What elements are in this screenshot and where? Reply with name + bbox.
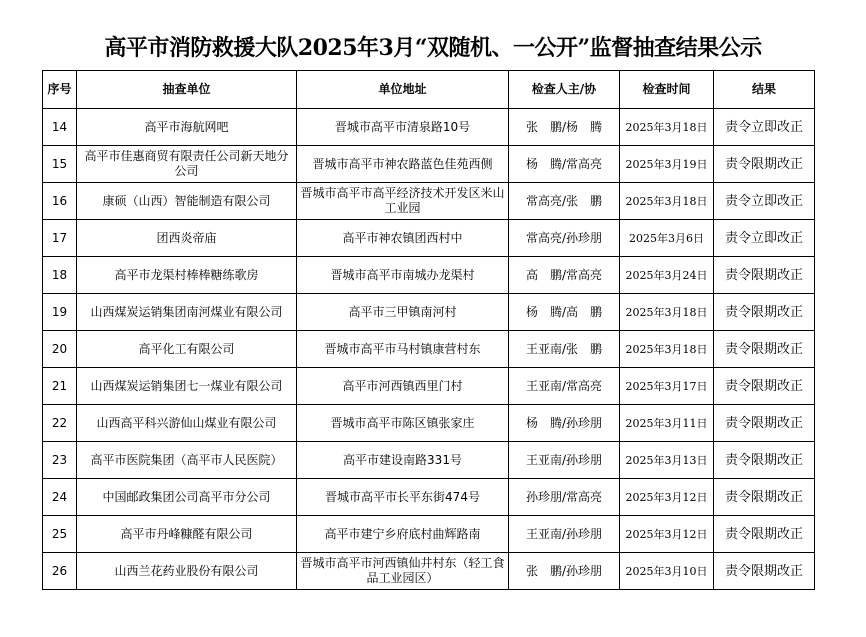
serial-number-cell: 22 <box>43 405 77 442</box>
serial-number-cell: 14 <box>43 109 77 146</box>
inspected-unit-cell: 山西兰花药业股份有限公司 <box>77 553 297 590</box>
document-title: 高平市消防救援大队2025年3月“双随机、一公开”监督抽查结果公示 <box>104 35 762 61</box>
table-header-row <box>43 71 815 109</box>
inspectors-cell: 张 鹏/孙珍朋 <box>509 553 620 590</box>
unit-address-cell: 晋城市高平市长平东街474号 <box>297 479 509 516</box>
table-row <box>43 220 815 257</box>
serial-number-cell: 16 <box>43 183 77 220</box>
unit-address-cell: 高平市河西镇西里门村 <box>297 368 509 405</box>
serial-number-cell: 15 <box>43 146 77 183</box>
result-cell: 责令限期改正 <box>714 368 815 405</box>
serial-number-cell: 17 <box>43 220 77 257</box>
table-row <box>43 294 815 331</box>
header-serial-number: 序号 <box>43 71 77 109</box>
inspected-unit-cell: 团西炎帝庙 <box>77 220 297 257</box>
inspected-unit-cell: 康硕（山西）智能制造有限公司 <box>77 183 297 220</box>
serial-number-cell: 20 <box>43 331 77 368</box>
inspectors-cell: 常高亮/张 鹏 <box>509 183 620 220</box>
unit-address-cell: 晋城市高平市高平经济技术开发区米山工业园 <box>297 183 509 220</box>
unit-address-cell: 晋城市高平市陈区镇张家庄 <box>297 405 509 442</box>
result-cell: 责令限期改正 <box>714 516 815 553</box>
inspection-date-cell: 2025年3月24日 <box>620 257 714 294</box>
result-cell: 责令限期改正 <box>714 442 815 479</box>
inspection-date-cell: 2025年3月12日 <box>620 516 714 553</box>
serial-number-cell: 18 <box>43 257 77 294</box>
table-row <box>43 516 815 553</box>
header-result: 结果 <box>714 71 815 109</box>
unit-address-cell: 晋城市高平市河西镇仙井村东（轻工食品工业园区） <box>297 553 509 590</box>
inspectors-cell: 杨 腾/高 鹏 <box>509 294 620 331</box>
inspection-date-cell: 2025年3月12日 <box>620 479 714 516</box>
header-inspectors: 检查人主/协 <box>509 71 620 109</box>
serial-number-cell: 24 <box>43 479 77 516</box>
inspectors-cell: 杨 腾/孙珍朋 <box>509 405 620 442</box>
inspectors-cell: 王亚南/孙珍朋 <box>509 516 620 553</box>
inspectors-cell: 张 鹏/杨 腾 <box>509 109 620 146</box>
table-row <box>43 183 815 220</box>
inspection-date-cell: 2025年3月6日 <box>620 220 714 257</box>
table-row <box>43 553 815 590</box>
inspection-date-cell: 2025年3月18日 <box>620 331 714 368</box>
inspected-unit-cell: 高平化工有限公司 <box>77 331 297 368</box>
header-inspected-unit: 抽查单位 <box>77 71 297 109</box>
unit-address-cell: 高平市三甲镇南河村 <box>297 294 509 331</box>
inspected-unit-cell: 高平市医院集团（高平市人民医院） <box>77 442 297 479</box>
result-cell: 责令限期改正 <box>714 331 815 368</box>
table-row <box>43 257 815 294</box>
table-row <box>43 479 815 516</box>
inspection-date-cell: 2025年3月13日 <box>620 442 714 479</box>
serial-number-cell: 25 <box>43 516 77 553</box>
serial-number-cell: 23 <box>43 442 77 479</box>
unit-address-cell: 高平市神农镇团西村中 <box>297 220 509 257</box>
inspection-date-cell: 2025年3月11日 <box>620 405 714 442</box>
result-cell: 责令立即改正 <box>714 109 815 146</box>
result-cell: 责令限期改正 <box>714 479 815 516</box>
unit-address-cell: 晋城市高平市清泉路10号 <box>297 109 509 146</box>
table-row <box>43 405 815 442</box>
inspected-unit-cell: 高平市丹峰糠醛有限公司 <box>77 516 297 553</box>
header-unit-address: 单位地址 <box>297 71 509 109</box>
inspection-date-cell: 2025年3月18日 <box>620 294 714 331</box>
inspectors-cell: 杨 腾/常高亮 <box>509 146 620 183</box>
inspection-date-cell: 2025年3月10日 <box>620 553 714 590</box>
serial-number-cell: 26 <box>43 553 77 590</box>
result-cell: 责令限期改正 <box>714 146 815 183</box>
unit-address-cell: 晋城市高平市南城办龙渠村 <box>297 257 509 294</box>
inspection-date-cell: 2025年3月17日 <box>620 368 714 405</box>
inspected-unit-cell: 高平市海航网吧 <box>77 109 297 146</box>
inspected-unit-cell: 高平市佳惠商贸有限责任公司新天地分公司 <box>77 146 297 183</box>
inspectors-cell: 王亚南/张 鹏 <box>509 331 620 368</box>
inspection-date-cell: 2025年3月18日 <box>620 183 714 220</box>
inspection-date-cell: 2025年3月18日 <box>620 109 714 146</box>
table-row <box>43 146 815 183</box>
header-inspection-date: 检查时间 <box>620 71 714 109</box>
inspected-unit-cell: 山西煤炭运销集团南河煤业有限公司 <box>77 294 297 331</box>
result-cell: 责令立即改正 <box>714 183 815 220</box>
result-cell: 责令限期改正 <box>714 294 815 331</box>
inspected-unit-cell: 山西煤炭运销集团七一煤业有限公司 <box>77 368 297 405</box>
unit-address-cell: 晋城市高平市神农路蓝色佳苑西侧 <box>297 146 509 183</box>
results-table <box>42 70 815 590</box>
unit-address-cell: 高平市建设南路331号 <box>297 442 509 479</box>
table-row <box>43 331 815 368</box>
result-cell: 责令限期改正 <box>714 257 815 294</box>
table-row <box>43 109 815 146</box>
result-cell: 责令限期改正 <box>714 553 815 590</box>
result-cell: 责令立即改正 <box>714 220 815 257</box>
table-row <box>43 368 815 405</box>
table-row <box>43 442 815 479</box>
result-cell: 责令限期改正 <box>714 405 815 442</box>
inspected-unit-cell: 中国邮政集团公司高平市分公司 <box>77 479 297 516</box>
inspectors-cell: 常高亮/孙珍朋 <box>509 220 620 257</box>
inspected-unit-cell: 山西高平科兴游仙山煤业有限公司 <box>77 405 297 442</box>
inspectors-cell: 王亚南/常高亮 <box>509 368 620 405</box>
unit-address-cell: 高平市建宁乡府底村曲辉路南 <box>297 516 509 553</box>
serial-number-cell: 21 <box>43 368 77 405</box>
inspected-unit-cell: 高平市龙渠村棒棒糖练歌房 <box>77 257 297 294</box>
unit-address-cell: 晋城市高平市马村镇康营村东 <box>297 331 509 368</box>
inspection-date-cell: 2025年3月19日 <box>620 146 714 183</box>
serial-number-cell: 19 <box>43 294 77 331</box>
inspectors-cell: 王亚南/孙珍朋 <box>509 442 620 479</box>
inspectors-cell: 高 鹏/常高亮 <box>509 257 620 294</box>
inspectors-cell: 孙珍朋/常高亮 <box>509 479 620 516</box>
table-body <box>43 109 815 590</box>
